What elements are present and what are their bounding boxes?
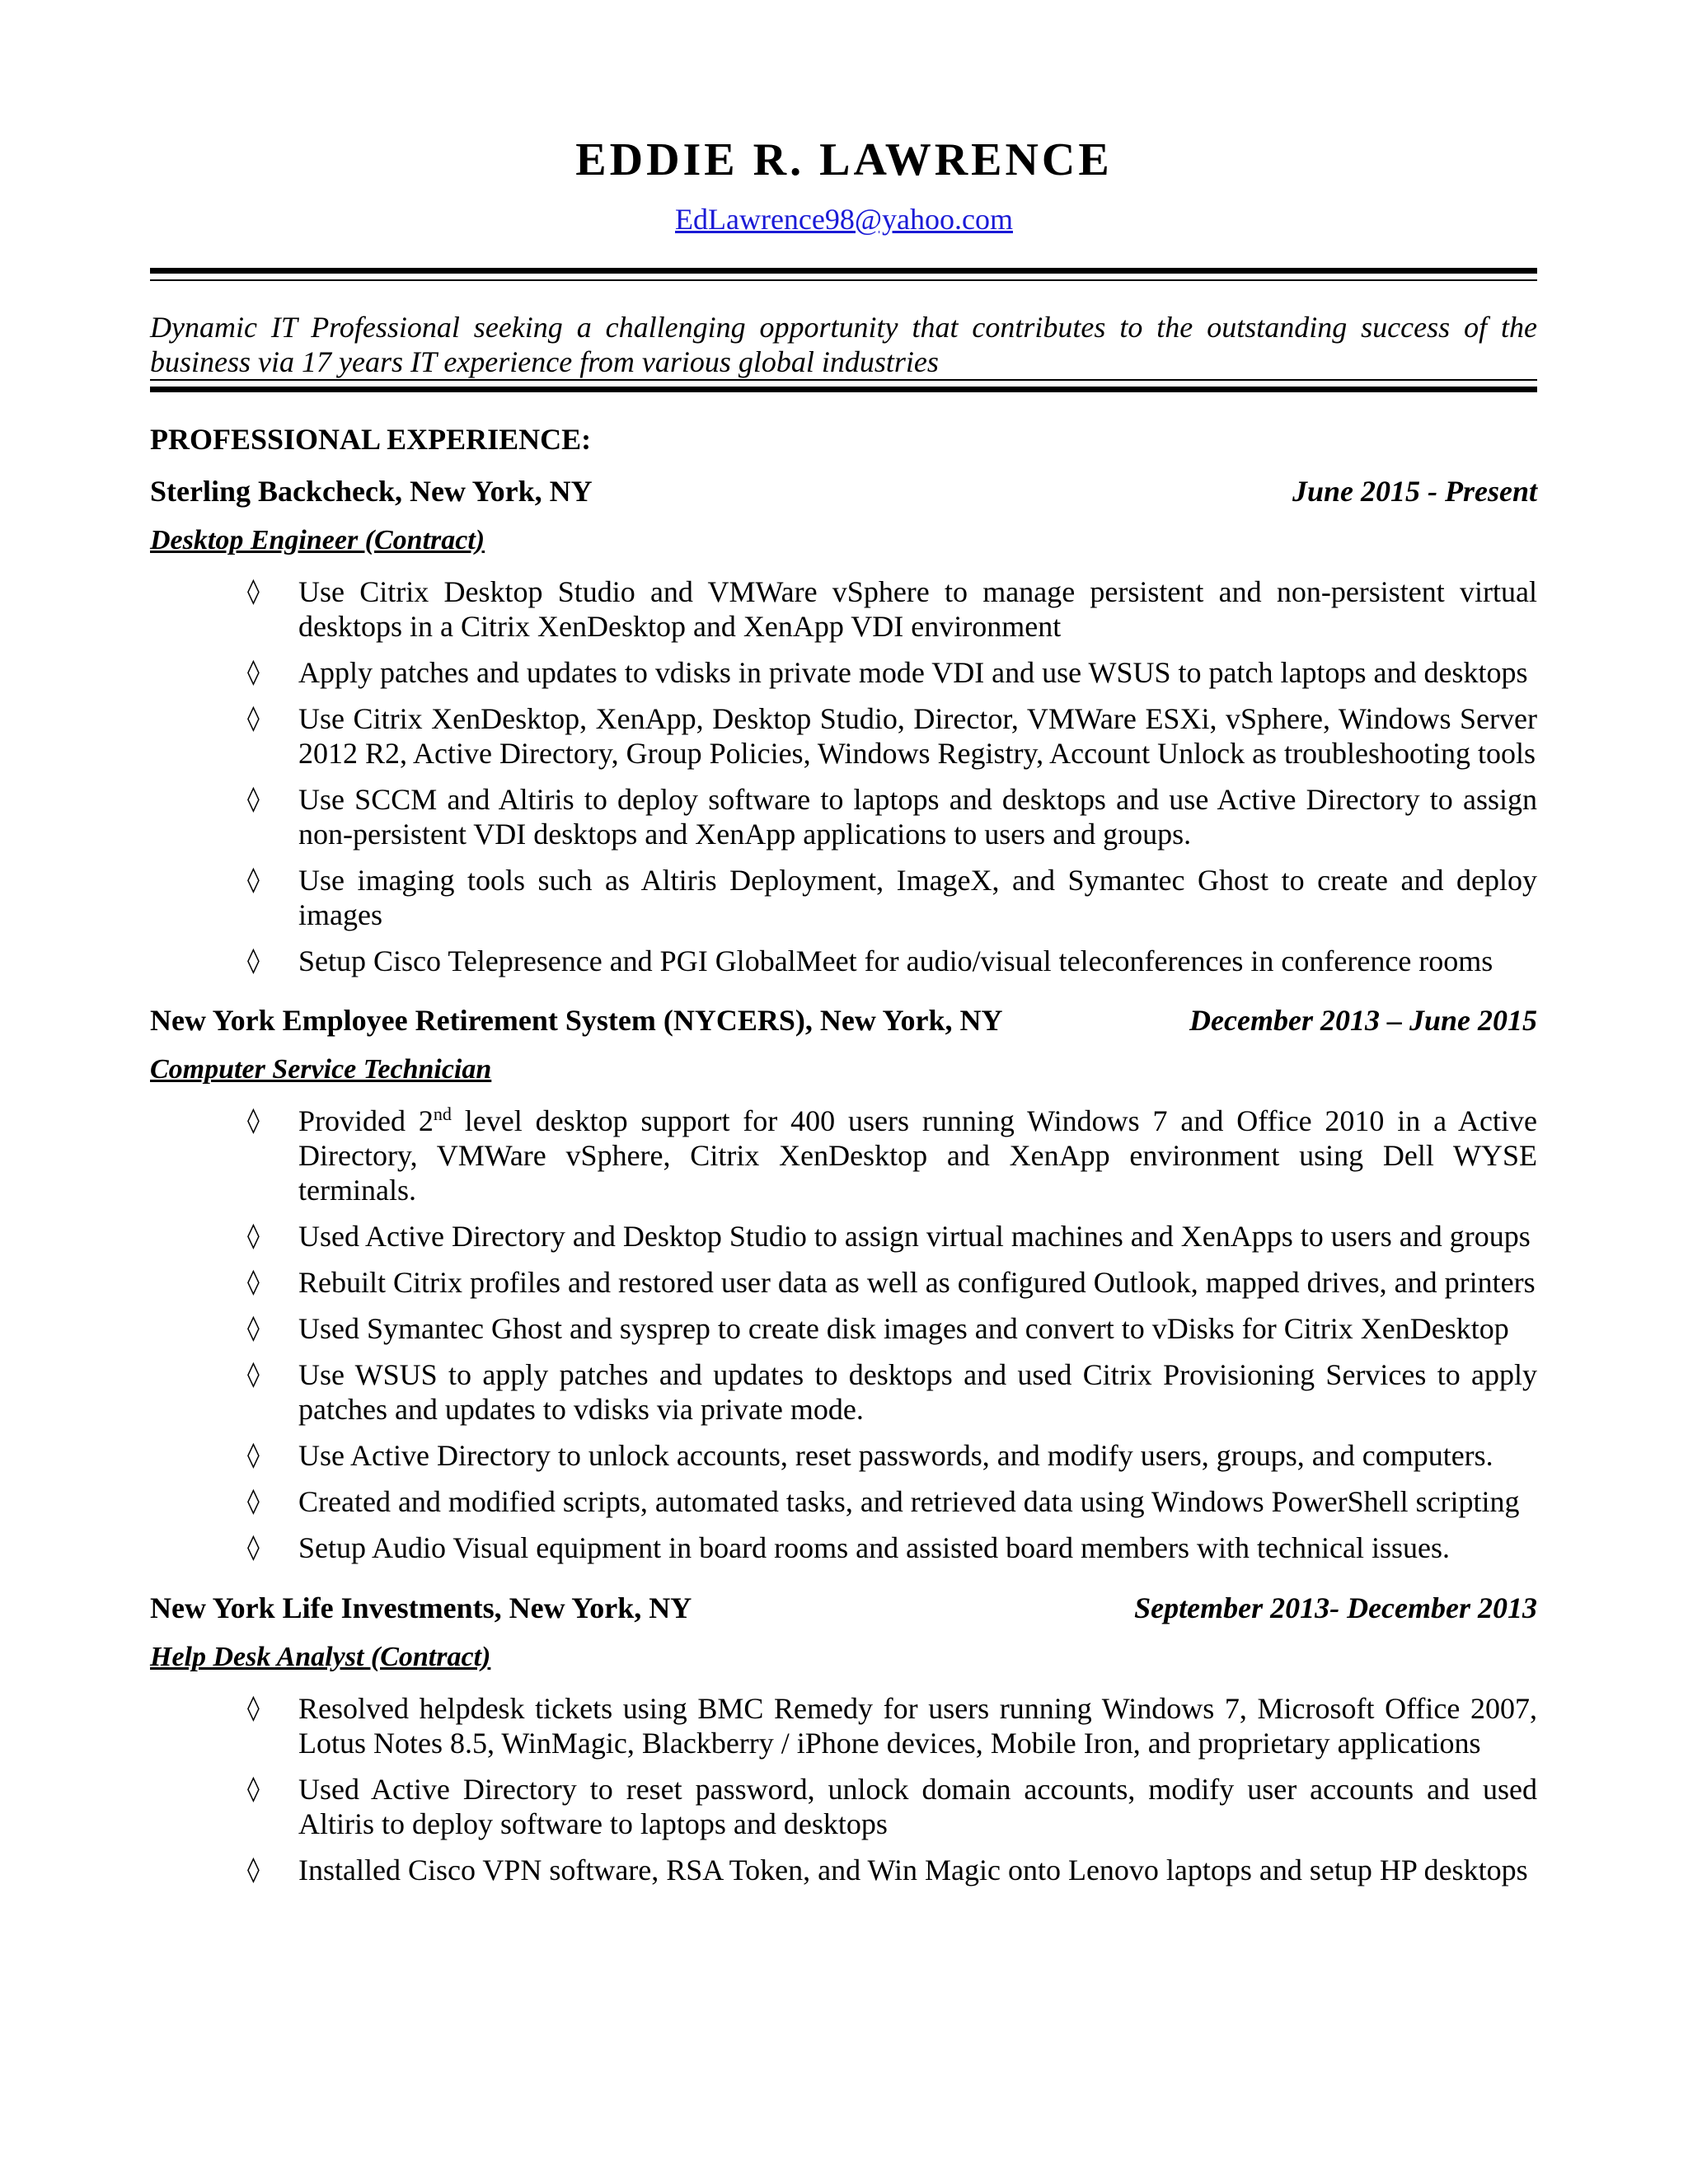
diamond-icon: ◊ [247, 1268, 260, 1296]
diamond-icon: ◊ [247, 577, 260, 606]
job-bullets [150, 574, 1537, 978]
list-item [150, 782, 1537, 851]
bullet-text: Use imaging tools such as Altiris Deployment, ImageX, and Symantec Ghost to create and deploy images [298, 864, 1537, 931]
bullet-text: Created and modified scripts, automated tasks, and retrieved data using Windows PowerShell scripting [298, 1485, 1520, 1518]
job-entry [150, 474, 1537, 990]
bullet-text: Setup Audio Visual equipment in board rooms and assisted board members with technical issues. [298, 1531, 1450, 1564]
diamond-icon: ◊ [247, 1855, 260, 1884]
bullet-text: Setup Cisco Telepresence and PGI GlobalMeet for audio/visual teleconferences in conference rooms [298, 944, 1493, 977]
job-header [150, 1591, 1537, 1632]
diamond-icon: ◊ [247, 1221, 260, 1250]
company-name: New York Employee Retirement System (NYCERS), New York, NY [150, 1004, 1003, 1037]
bullet-text: Use Active Directory to unlock accounts, reset passwords, and modify users, groups, and computers. [298, 1439, 1493, 1472]
diamond-icon: ◊ [247, 1106, 260, 1135]
job-role: Help Desk Analyst (Contract) [150, 1642, 491, 1672]
list-item [150, 701, 1537, 771]
summary-rule-thin [150, 379, 1537, 381]
list-item [150, 655, 1537, 690]
summary: Dynamic IT Professional seeking a challenging opportunity that contributes to the outstanding success of the business via 17 years IT experience from various global industries [150, 311, 1537, 378]
diamond-icon: ◊ [247, 785, 260, 813]
bullet-text: Installed Cisco VPN software, RSA Token, and Win Magic onto Lenovo laptops and setup HP desktops [298, 1854, 1528, 1886]
bullet-text: Rebuilt Citrix profiles and restored user data as well as configured Outlook, mapped drives, and printers [298, 1266, 1536, 1299]
list-item [150, 1311, 1537, 1346]
diamond-icon: ◊ [247, 1314, 260, 1343]
list-item [150, 863, 1537, 932]
bullet-text: Resolved helpdesk tickets using BMC Remedy for users running Windows 7, Microsoft Office 2007, Lotus Notes 8.5, WinMagic, Blackberry / iPhone devices, Mobile Iron, and proprietary applications [298, 1692, 1537, 1760]
job-header [150, 1003, 1537, 1044]
list-item [150, 1357, 1537, 1427]
job-bullets [150, 1104, 1537, 1565]
diamond-icon: ◊ [247, 704, 260, 733]
bullet-text: Used Symantec Ghost and sysprep to create disk images and convert to vDisks for Citrix XenDesktop [298, 1312, 1509, 1345]
section-title: PROFESSIONAL EXPERIENCE: [150, 423, 592, 456]
list-item [150, 1265, 1537, 1300]
diamond-icon: ◊ [247, 1441, 260, 1469]
list-item [150, 1691, 1537, 1760]
diamond-icon: ◊ [247, 1487, 260, 1516]
bullet-text: Used Active Directory to reset password, unlock domain accounts, modify user accounts and used Altiris to deploy software to laptops and desktops [298, 1773, 1537, 1840]
list-item [150, 1484, 1537, 1519]
list-item [150, 944, 1537, 978]
candidate-name: EDDIE R. LAWRENCE [575, 134, 1113, 185]
bullet-text: Used Active Directory and Desktop Studio to assign virtual machines and XenApps to users and groups [298, 1220, 1531, 1253]
list-item [150, 1438, 1537, 1473]
bullet-text: Use SCCM and Altiris to deploy software to laptops and desktops and use Active Directory to assign non-persistent VDI desktops and XenApp applications to users and groups. [298, 783, 1537, 851]
header-rule-thin [150, 279, 1537, 281]
diamond-icon: ◊ [247, 865, 260, 894]
diamond-icon: ◊ [247, 1694, 260, 1722]
list-item [150, 1219, 1537, 1254]
bullet-text: Use Citrix XenDesktop, XenApp, Desktop Studio, Director, VMWare ESXi, vSphere, Windows Server 2012 R2, Active Directory, Group Policies, Windows Registry, Account Unlock as troubleshooting tools [298, 702, 1537, 770]
job-role: Desktop Engineer (Contract) [150, 525, 485, 555]
list-item [150, 1530, 1537, 1565]
job-role: Computer Service Technician [150, 1054, 492, 1085]
email-line [0, 202, 1688, 237]
diamond-icon: ◊ [247, 1774, 260, 1803]
list-item [150, 574, 1537, 644]
diamond-icon: ◊ [247, 946, 260, 975]
summary-rule-thick [150, 387, 1537, 392]
job-dates: June 2015 - Present [1292, 475, 1537, 508]
bullet-text: Apply patches and updates to vdisks in private mode VDI and use WSUS to patch laptops and desktops [298, 656, 1528, 689]
job-dates: December 2013 – June 2015 [1189, 1004, 1537, 1037]
bullet-text: Use Citrix Desktop Studio and VMWare vSphere to manage persistent and non-persistent virtual desktops in a Citrix XenDesktop and XenApp VDI environment [298, 575, 1537, 643]
job-entry [150, 1591, 1537, 1899]
job-dates: September 2013- December 2013 [1134, 1591, 1537, 1624]
header-rule-thick [150, 268, 1537, 274]
diamond-icon: ◊ [247, 1360, 260, 1389]
company-name: New York Life Investments, New York, NY [150, 1591, 692, 1624]
bullet-superscript: nd [433, 1104, 452, 1124]
list-item [150, 1104, 1537, 1207]
job-header [150, 474, 1537, 515]
bullet-text: Use WSUS to apply patches and updates to desktops and used Citrix Provisioning Services to apply patches and updates to vdisks via private mode. [298, 1358, 1537, 1426]
job-bullets [150, 1691, 1537, 1887]
diamond-icon: ◊ [247, 658, 260, 687]
diamond-icon: ◊ [247, 1533, 260, 1562]
bullet-text-pre: Provided 2 [298, 1104, 434, 1137]
list-item [150, 1853, 1537, 1887]
company-name: Sterling Backcheck, New York, NY [150, 475, 593, 508]
email-link[interactable]: EdLawrence98@yahoo.com [675, 203, 1013, 236]
job-entry [150, 1003, 1537, 1577]
bullet-text-post: level desktop support for 400 users running Windows 7 and Office 2010 in a Active Directory, VMWare vSphere, Citrix XenDesktop and XenApp environment using Dell WYSE terminals. [298, 1104, 1538, 1207]
list-item [150, 1772, 1537, 1841]
